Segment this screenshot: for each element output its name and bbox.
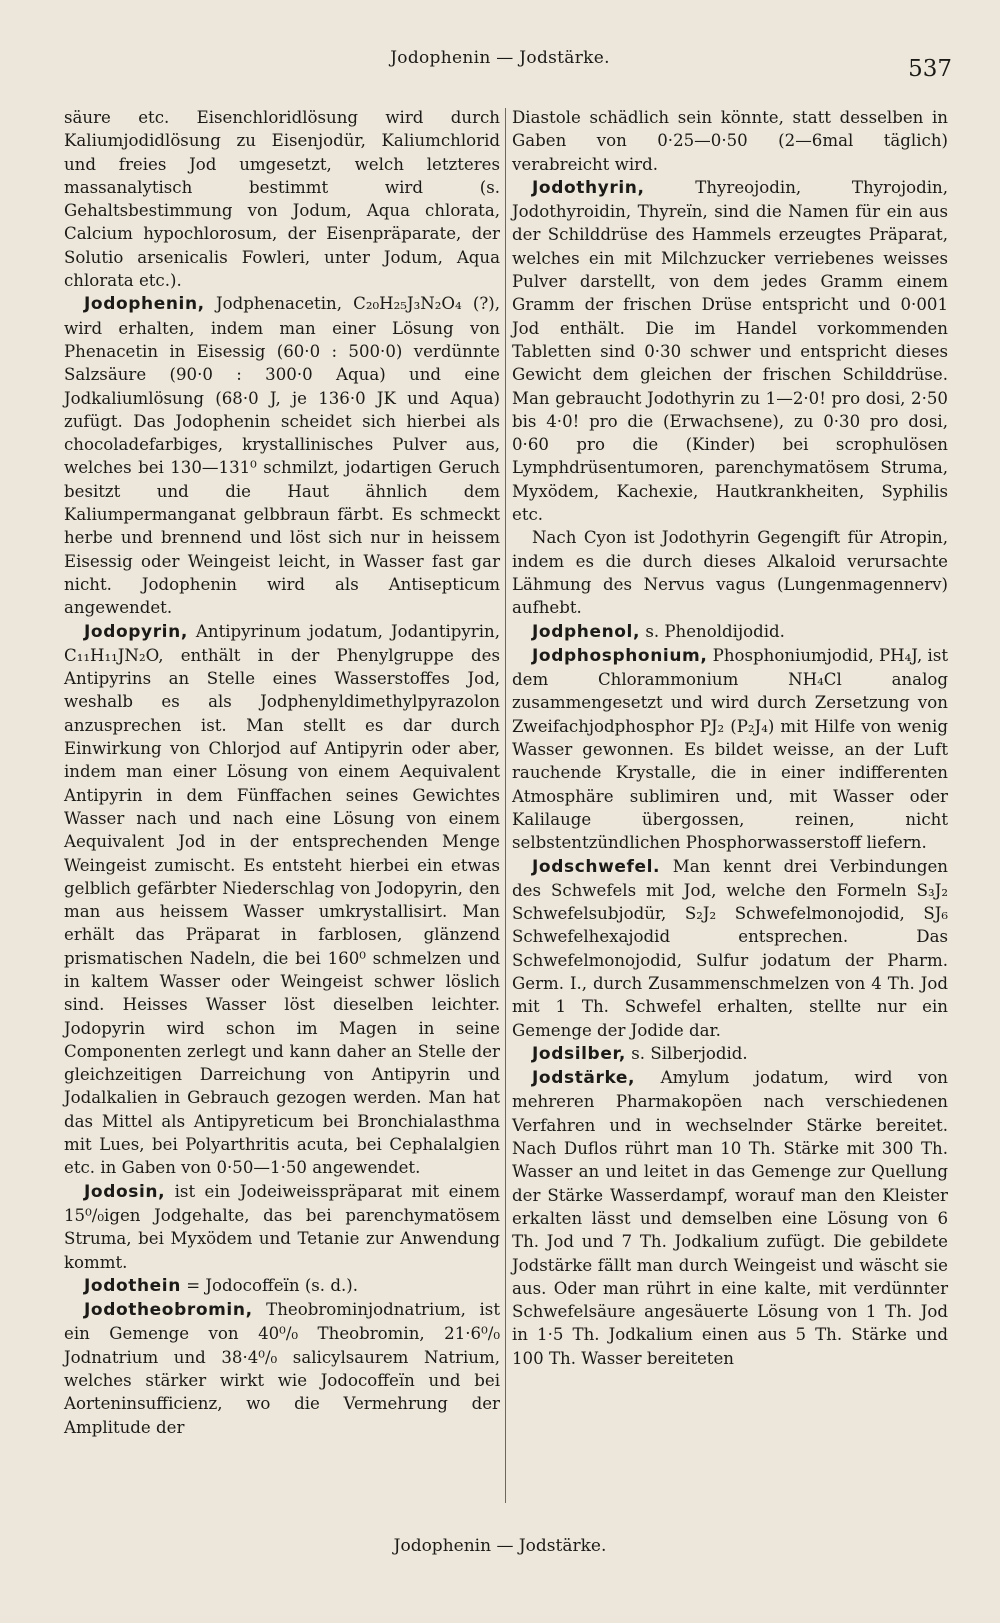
headword: Jodphenol, <box>532 621 641 642</box>
headword: Jodothein <box>84 1275 181 1296</box>
entry-jodothein: Jodothein = Jodocoffeïn (s. d.). <box>84 1275 359 1296</box>
entry-jodphenol: Jodphenol, s. Phenoldijodid. <box>532 621 785 642</box>
left-column <box>64 106 500 1439</box>
headword: Jodsilber, <box>532 1043 626 1064</box>
right-column <box>512 106 948 1370</box>
headword: Jodphosphonium, <box>532 645 708 666</box>
entry-jodstaerke: Jodstärke, Amylum jodatum, wird von mehreren Pharmakopöen nach verschiedenen Verfahren und in wechselnder Stärke bereitet. Nach Duflos rührt man 10 Th. Stärke mit 300 Th. Wasser an und leitet in das Gemenge zur Quellung der Stärke Wasserdampf, worauf man den Kleister erkalten lässt und demselben eine Lösung von 6 Th. Jod und 7 Th. Jodkalium zufügt. Die gebildete Jodstärke fällt man durch Weingeist und wäscht sie aus. Oder man rührt in eine kalte, mit verdünnter Schwefelsäure angesäuerte Lösung von 1 Th. Jod in 1·5 Th. Jodkalium einen aus 5 Th. Stärke und 100 Th. Wasser bereiteten <box>512 1068 948 1368</box>
paragraph-continued: Diastole schädlich sein könnte, statt desselben in Gaben von 0·25—0·50 (2—6mal täglich) verabreicht wird. <box>512 108 948 174</box>
paragraph-cyon: Nach Cyon ist Jodothyrin Gegengift für Atropin, indem es die durch dieses Alkaloid verursachte Lähmung des Nervus vagus (Lungenmagennerv) aufhebt. <box>512 528 948 618</box>
entry-jodotheobromin: Jodotheobromin, Theobrominjodnatrium, ist ein Gemenge von 40⁰/₀ Theobromin, 21·6⁰/₀ Jodnatrium und 38·4⁰/₀ salicylsaurem Natrium, welches stärker wirkt wie Jodocoffeïn und bei Aorteninsufficienz, wo die Vermehrung der Amplitude der <box>64 1300 500 1437</box>
headword: Jodschwefel. <box>532 856 661 877</box>
headword: Jodopyrin, <box>84 621 188 642</box>
entry-jodophenin: Jodophenin, Jodphenacetin, C₂₀H₂₅J₃N₂O₄ (?), wird erhalten, indem man einer Lösung von Phenacetin in Eisessig (60·0 : 500·0) verdünnte Salzsäure (90·0 : 300·0 Aqua) und eine Jodkaliumlösung (68·0 J, je 136·0 JK und Aqua) zufügt. Das Jodophenin scheidet sich hierbei als chocoladefarbiges, krystallinisches Pulver aus, welches bei 130—131⁰ schmilzt, jodartigen Geruch besitzt und die Haut ähnlich dem Kaliumpermanganat gelbbraun färbt. Es schmeckt herbe und brennend und löst sich nur in heissem Eisessig oder Weingeist leicht, in Wasser fast gar nicht. Jodophenin wird als Antisepticum angewendet. <box>64 294 500 618</box>
page-number: 537 <box>908 56 952 82</box>
entry-jodsilber: Jodsilber, s. Silberjodid. <box>532 1043 748 1064</box>
paragraph-continued: säure etc. Eisenchloridlösung wird durch Kaliumjodidlösung zu Eisenjodür, Kaliumchlorid und freies Jod umgesetzt, welch letzteres massanalytisch bestimmt wird (s. Gehaltsbestimmung von Jodum, Aqua chlorata, Calcium hypochlorosum, der Eisenpräparate, der Solutio arsenicalis Fowleri, unter Jodum, Aqua chlorata etc.). <box>64 108 500 291</box>
running-foot: Jodophenin — Jodstärke. <box>393 1536 607 1556</box>
headword: Jodotheobromin, <box>84 1300 253 1321</box>
headword: Jodophenin, <box>84 294 205 315</box>
headword: Jodothyrin, <box>532 177 645 198</box>
entry-jodschwefel: Jodschwefel. Man kennt drei Verbindungen des Schwefels mit Jod, welche den Formeln S₃J₂ Schwefelsubjodür, S₂J₂ Schwefelmonojodid, SJ₆ Schwefelhexajodid entsprechen. Das Schwefelmonojodid, Sulfur jodatum der Pharm. Germ. I., durch Zusammenschmelzen von 4 Th. Jod mit 1 Th. Schwefel erhalten, stellte nur ein Gemenge der Jodide dar. <box>512 856 948 1040</box>
entry-jodphosphonium: Jodphosphonium, Phosphoniumjodid, PH₄J, ist dem Chlorammonium NH₄Cl analog zusammengesetzt und wird durch Zersetzung von Zweifachjodphosphor PJ₂ (P₂J₄) mit Hilfe von wenig Wasser gewonnen. Es bildet weisse, an der Luft rauchende Krystalle, die in einer indifferenten Atmosphäre sublimiren und, mit Wasser oder Kalilauge übergossen, reinen, nicht selbstentzündlichen Phosphorwasserstoff liefern. <box>512 645 948 853</box>
entry-jodothyrin: Jodothyrin, Thyreojodin, Thyrojodin, Jodothyroidin, Thyreïn, sind die Namen für ein aus der Schilddrüse des Hammels erzeugtes Präparat, welches ein mit Milchzucker verriebenes weisses Pulver darstellt, von dem jedes Gramm einem Gramm der frischen Drüse entspricht und 0·001 Jod enthält. Die im Handel vorkommenden Tabletten sind 0·30 schwer und entspricht dieses Gewicht dem gleichen der frischen Schilddrüse. Man gebraucht Jodothyrin zu 1—2·0! pro dosi, 2·50 bis 4·0! pro die (Erwachsene), zu 0·30 pro dosi, 0·60 pro die (Kinder) bei scrophulösen Lymphdrüsentumoren, parenchymatösem Struma, Myxödem, Kachexie, Hautkrankheiten, Syphilis etc. <box>512 177 948 525</box>
entry-jodosin: Jodosin, ist ein Jodeiweisspräparat mit einem 15⁰/₀igen Jodgehalte, das bei parenchymatösem Struma, bei Myxödem und Tetanie zur Anwendung kommt. <box>64 1181 500 1272</box>
entry-jodopyrin: Jodopyrin, Antipyrinum jodatum, Jodantipyrin, C₁₁H₁₁JN₂O, enthält in der Phenylgruppe des Antipyrins an Stelle eines Wasserstoffes Jod, weshalb es als Jodphenyldimethylpyrazolon anzusprechen ist. Man stellt es dar durch Einwirkung von Chlorjod auf Antipyrin oder aber, indem man einer Lösung von einem Aequivalent Antipyrin in dem Fünffachen seines Gewichtes Wasser nach und nach eine Lösung von einem Aequivalent Jod in der entsprechenden Menge Weingeist zumischt. Es entsteht hierbei ein etwas gelblich gefärbter Niederschlag von Jodopyrin, den man aus heissem Wasser umkrystallisirt. Man erhält das Präparat in farblosen, glänzend prismatischen Nadeln, die bei 160⁰ schmelzen und in kaltem Wasser oder Weingeist schwer löslich sind. Heisses Wasser löst dieselben leichter. Jodopyrin wird schon im Magen in seine Componenten zerlegt und kann daher an Stelle der gleichzeitigen Darreichung von Antipyrin und Jodalkalien in Gebrauch gezogen werden. Man hat das Mittel als Antipyreticum bei Bronchialasthma mit Lues, bei Polyarthritis acuta, bei Cephalalgien etc. in Gaben von 0·50—1·50 angewendet. <box>64 621 500 1178</box>
headword: Jodosin, <box>84 1181 166 1202</box>
headword: Jodstärke, <box>532 1068 636 1089</box>
running-head: Jodophenin — Jodstärke. <box>390 48 610 68</box>
column-divider <box>505 108 506 1503</box>
